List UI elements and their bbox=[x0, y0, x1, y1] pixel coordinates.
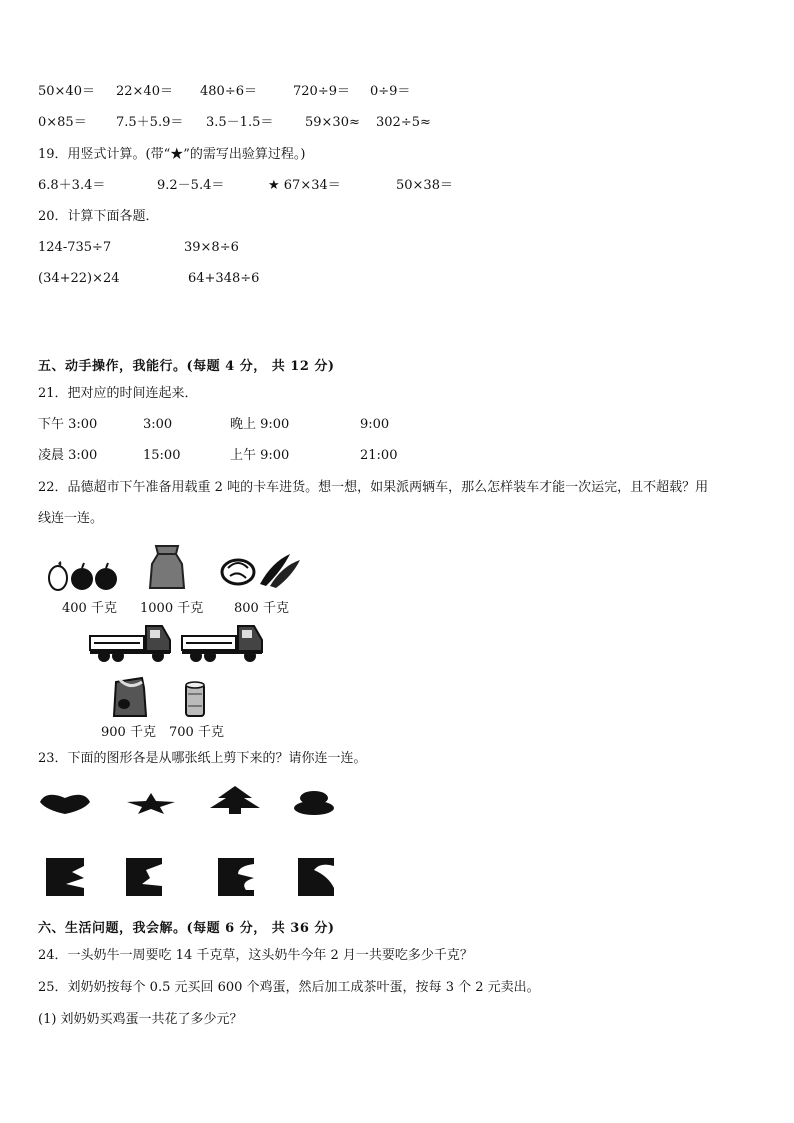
fruit-icon bbox=[46, 560, 120, 592]
question-25-sub1: (1) 刘奶奶买鸡蛋一共花了多少元？ bbox=[38, 1012, 243, 1027]
time-item: 凌晨 3:00 bbox=[38, 448, 98, 463]
star-shape-icon bbox=[126, 792, 176, 814]
question-22-line1: 22．品德超市下午准备用载重 2 吨的卡车进货。想一想，如果派两辆车，那么怎样装车才能一次运完，且不超载？用 bbox=[38, 480, 709, 495]
q19-item: ★ 67×34＝ bbox=[268, 178, 341, 193]
arith-item: 3.5－1.5＝ bbox=[206, 115, 274, 130]
truck-icon bbox=[88, 622, 174, 664]
goods-weight-label: 900 千克 bbox=[101, 725, 156, 740]
goods-weight-label: 700 千克 bbox=[169, 725, 224, 740]
heart-shape-icon bbox=[38, 790, 92, 816]
arith-item: 0÷9＝ bbox=[370, 84, 411, 99]
gourd-shape-icon bbox=[292, 790, 336, 816]
q20-item: 39×8÷6 bbox=[184, 240, 239, 255]
arith-item: 22×40＝ bbox=[116, 84, 173, 99]
section-5-heading: 五、动手操作，我能行。(每题 4 分， 共 12 分) bbox=[38, 359, 335, 374]
goods-weight-label: 400 千克 bbox=[62, 601, 117, 616]
q19-item: 50×38＝ bbox=[396, 178, 453, 193]
vegetable-icon bbox=[220, 550, 302, 588]
time-item: 9:00 bbox=[360, 417, 390, 432]
question-20-title: 20．计算下面各题． bbox=[38, 209, 159, 224]
q19-item: 6.8＋3.4＝ bbox=[38, 178, 106, 193]
arith-item: 480÷6＝ bbox=[200, 84, 257, 99]
question-19-title: 19．用竖式计算。(带“★”的需写出验算过程。) bbox=[38, 147, 306, 162]
time-item: 21:00 bbox=[360, 448, 398, 463]
cut-paper-icon bbox=[46, 858, 84, 896]
question-23-title: 23．下面的图形各是从哪张纸上剪下来的？请你连一连。 bbox=[38, 751, 367, 766]
time-item: 3:00 bbox=[143, 417, 173, 432]
truck-icon bbox=[180, 622, 266, 664]
arith-item: 7.5＋5.9＝ bbox=[116, 115, 184, 130]
question-22-line2: 线连一连。 bbox=[38, 511, 104, 526]
arith-item: 0×85＝ bbox=[38, 115, 87, 130]
question-21-title: 21．把对应的时间连起来． bbox=[38, 386, 198, 401]
q20-item: 64+348÷6 bbox=[188, 271, 260, 286]
time-item: 15:00 bbox=[143, 448, 181, 463]
question-25-title: 25．刘奶奶按每个 0.5 元买回 600 个鸡蛋，然后加工成茶叶蛋，按每 3 个 2 元卖出。 bbox=[38, 980, 540, 995]
arith-item: 302÷5≈ bbox=[376, 115, 431, 130]
arith-item: 59×30≈ bbox=[305, 115, 360, 130]
q20-item: 124-735÷7 bbox=[38, 240, 112, 255]
barrel-icon bbox=[184, 680, 206, 718]
section-6-heading: 六、生活问题，我会解。(每题 6 分， 共 36 分) bbox=[38, 921, 335, 936]
bag-icon bbox=[110, 676, 150, 718]
arith-item: 50×40＝ bbox=[38, 84, 95, 99]
tree-shape-icon bbox=[208, 784, 262, 816]
q19-item: 9.2－5.4＝ bbox=[157, 178, 225, 193]
cut-paper-icon bbox=[298, 858, 334, 896]
cut-paper-icon bbox=[218, 858, 254, 896]
cut-paper-icon bbox=[126, 858, 162, 896]
time-item: 下午 3:00 bbox=[38, 417, 98, 432]
sack-icon bbox=[148, 544, 186, 590]
goods-weight-label: 1000 千克 bbox=[140, 601, 204, 616]
arith-item: 720÷9＝ bbox=[293, 84, 350, 99]
question-24-title: 24．一头奶牛一周要吃 14 千克草，这头奶牛今年 2 月一共要吃多少千克？ bbox=[38, 948, 473, 963]
time-item: 晚上 9:00 bbox=[230, 417, 290, 432]
goods-weight-label: 800 千克 bbox=[234, 601, 289, 616]
q20-item: (34+22)×24 bbox=[38, 271, 120, 286]
time-item: 上午 9:00 bbox=[230, 448, 290, 463]
